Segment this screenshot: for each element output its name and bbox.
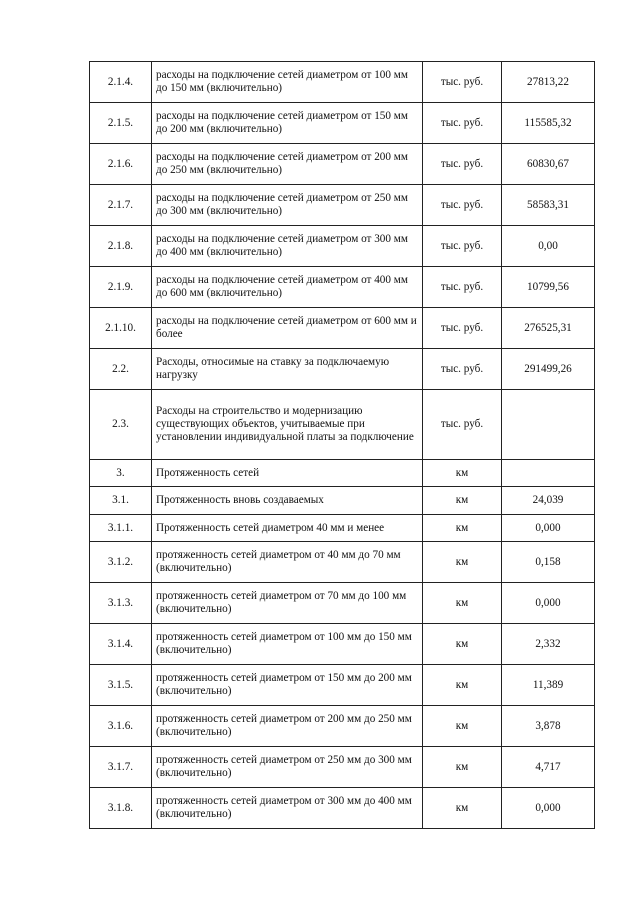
table-row	[90, 542, 595, 583]
row-description: протяженность сетей диаметром от 40 мм до 70 мм (включительно)	[152, 542, 423, 583]
row-description: расходы на подключение сетей диаметром от 250 мм до 300 мм (включительно)	[152, 185, 423, 226]
row-value	[502, 390, 595, 460]
table-row	[90, 583, 595, 624]
row-unit: км	[423, 583, 502, 624]
row-unit: тыс. руб.	[423, 349, 502, 390]
row-description: протяженность сетей диаметром от 250 мм до 300 мм (включительно)	[152, 747, 423, 788]
row-value: 2,332	[502, 624, 595, 665]
table-row	[90, 460, 595, 487]
row-description: расходы на подключение сетей диаметром от 200 мм до 250 мм (включительно)	[152, 144, 423, 185]
row-value: 4,717	[502, 747, 595, 788]
table-row	[90, 788, 595, 829]
row-description: расходы на подключение сетей диаметром от 400 мм до 600 мм (включительно)	[152, 267, 423, 308]
row-value: 24,039	[502, 487, 595, 515]
row-value: 60830,67	[502, 144, 595, 185]
row-value: 0,000	[502, 515, 595, 542]
row-value: 27813,22	[502, 62, 595, 103]
table-row	[90, 390, 595, 460]
row-description: Протяженность сетей	[152, 460, 423, 487]
table-row	[90, 308, 595, 349]
row-value: 276525,31	[502, 308, 595, 349]
row-description: расходы на подключение сетей диаметром от 100 мм до 150 мм (включительно)	[152, 62, 423, 103]
row-number: 3.1.1.	[90, 515, 152, 542]
row-unit: тыс. руб.	[423, 308, 502, 349]
row-value: 115585,32	[502, 103, 595, 144]
table-row	[90, 267, 595, 308]
row-number: 2.1.5.	[90, 103, 152, 144]
row-number: 2.3.	[90, 390, 152, 460]
row-description: Расходы, относимые на ставку за подключаемую нагрузку	[152, 349, 423, 390]
row-unit: тыс. руб.	[423, 390, 502, 460]
table-row	[90, 515, 595, 542]
row-number: 2.1.10.	[90, 308, 152, 349]
row-value: 0,158	[502, 542, 595, 583]
row-value: 0,000	[502, 788, 595, 829]
row-description: протяженность сетей диаметром от 200 мм до 250 мм (включительно)	[152, 706, 423, 747]
row-value: 11,389	[502, 665, 595, 706]
row-unit: км	[423, 487, 502, 515]
row-number: 2.1.6.	[90, 144, 152, 185]
row-unit: км	[423, 747, 502, 788]
table-row	[90, 103, 595, 144]
row-number: 3.1.4.	[90, 624, 152, 665]
table-row	[90, 144, 595, 185]
row-number: 3.1.7.	[90, 747, 152, 788]
row-unit: тыс. руб.	[423, 62, 502, 103]
row-description: расходы на подключение сетей диаметром от 600 мм и более	[152, 308, 423, 349]
row-number: 2.1.8.	[90, 226, 152, 267]
row-number: 3.1.6.	[90, 706, 152, 747]
table-row	[90, 706, 595, 747]
row-number: 2.1.4.	[90, 62, 152, 103]
row-value: 0,00	[502, 226, 595, 267]
table-body	[90, 62, 595, 829]
table-row	[90, 665, 595, 706]
row-description: протяженность сетей диаметром от 300 мм до 400 мм (включительно)	[152, 788, 423, 829]
row-unit: тыс. руб.	[423, 103, 502, 144]
row-number: 2.1.9.	[90, 267, 152, 308]
row-unit: км	[423, 788, 502, 829]
row-value	[502, 460, 595, 487]
row-description: протяженность сетей диаметром от 100 мм до 150 мм (включительно)	[152, 624, 423, 665]
row-description: Расходы на строительство и модернизацию существующих объектов, учитываемые при установлении индивидуальной платы за подключение	[152, 390, 423, 460]
row-value: 3,878	[502, 706, 595, 747]
row-number: 3.1.5.	[90, 665, 152, 706]
table-row	[90, 185, 595, 226]
row-number: 3.	[90, 460, 152, 487]
row-unit: км	[423, 624, 502, 665]
table-row	[90, 747, 595, 788]
row-unit: тыс. руб.	[423, 185, 502, 226]
table-row	[90, 624, 595, 665]
row-number: 2.1.7.	[90, 185, 152, 226]
row-description: расходы на подключение сетей диаметром от 300 мм до 400 мм (включительно)	[152, 226, 423, 267]
row-description: Протяженность сетей диаметром 40 мм и менее	[152, 515, 423, 542]
row-value: 58583,31	[502, 185, 595, 226]
row-value: 10799,56	[502, 267, 595, 308]
row-unit: тыс. руб.	[423, 226, 502, 267]
row-description: Протяженность вновь создаваемых	[152, 487, 423, 515]
row-unit: км	[423, 665, 502, 706]
table-row	[90, 226, 595, 267]
table-row	[90, 349, 595, 390]
row-unit: тыс. руб.	[423, 144, 502, 185]
row-description: расходы на подключение сетей диаметром от 150 мм до 200 мм (включительно)	[152, 103, 423, 144]
row-unit: км	[423, 542, 502, 583]
row-value: 0,000	[502, 583, 595, 624]
row-value: 291499,26	[502, 349, 595, 390]
row-number: 3.1.	[90, 487, 152, 515]
row-unit: км	[423, 515, 502, 542]
row-number: 2.2.	[90, 349, 152, 390]
row-number: 3.1.3.	[90, 583, 152, 624]
row-unit: км	[423, 706, 502, 747]
row-unit: тыс. руб.	[423, 267, 502, 308]
row-number: 3.1.8.	[90, 788, 152, 829]
tariff-table	[89, 61, 595, 829]
row-unit: км	[423, 460, 502, 487]
row-description: протяженность сетей диаметром от 70 мм до 100 мм (включительно)	[152, 583, 423, 624]
table-row	[90, 487, 595, 515]
table-row	[90, 62, 595, 103]
row-number: 3.1.2.	[90, 542, 152, 583]
row-description: протяженность сетей диаметром от 150 мм до 200 мм (включительно)	[152, 665, 423, 706]
